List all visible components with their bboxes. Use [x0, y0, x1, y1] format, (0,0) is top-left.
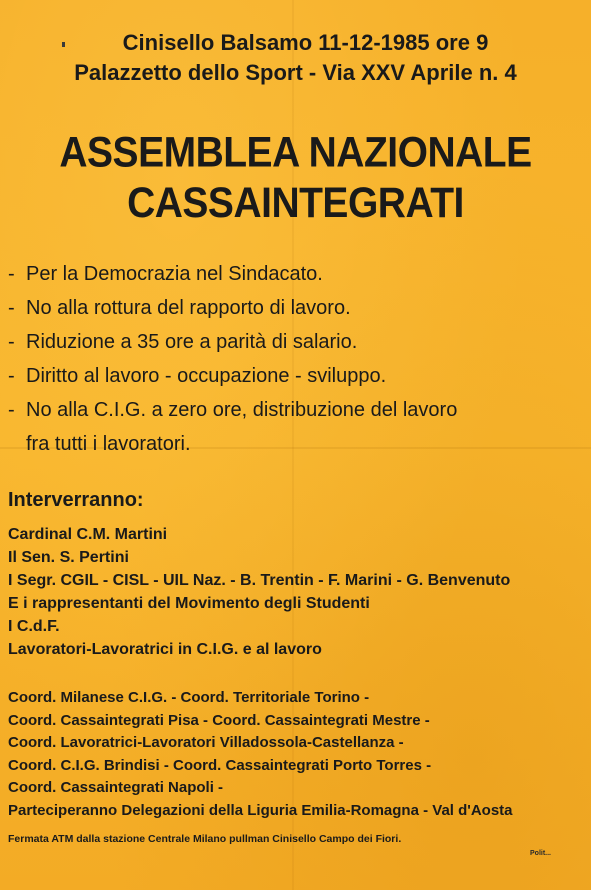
dash-bullet: - — [8, 365, 15, 387]
speaker-line: I Segr. CGIL - CISL - UIL Naz. - B. Trentin - F. Marini - G. Benvenuto — [8, 572, 511, 589]
speaker-line: Lavoratori-Lavoratrici in C.I.G. e al lavoro — [8, 641, 322, 658]
date-location-line: Cinisello Balsamo 11-12-1985 ore 9 — [122, 30, 489, 55]
title-line-2: CASSAINTEGRATI — [127, 179, 464, 227]
speaker-line: E i rappresentanti del Movimento degli Studenti — [8, 595, 370, 612]
speaker-line: I C.d.F. — [8, 618, 60, 635]
printer-mark: Polit... — [530, 850, 551, 857]
coordination-line: Coord. Cassaintegrati Pisa - Coord. Cassaintegrati Mestre - — [8, 711, 430, 729]
speaker-line: Cardinal C.M. Martini — [8, 526, 168, 543]
demand-continuation: fra tutti i lavoratori. — [26, 433, 191, 455]
dash-bullet: - — [8, 263, 15, 285]
speakers-heading: Interverranno: — [8, 489, 144, 511]
transport-note: Fermata ATM dalla stazione Centrale Milano pullman Cinisello Campo dei Fiori. — [8, 833, 402, 845]
demand-item: - No alla rottura del rapporto di lavoro. — [8, 291, 586, 325]
coordination-line: Coord. Lavoratrici-Lavoratori Villadossola-Castellanza - — [8, 734, 404, 751]
title-line-1: ASSEMBLEA NAZIONALE — [59, 129, 532, 177]
demand-item: - Diritto al lavoro - occupazione - sviluppo. — [8, 359, 586, 393]
dash-bullet: - — [8, 399, 15, 421]
demand-item: - Per la Democrazia nel Sindacato. — [8, 257, 586, 291]
coordination-line: Coord. C.I.G. Brindisi - Coord. Cassaintegrati Porto Torres - — [8, 756, 432, 774]
coordination-line: Parteciperanno Delegazioni della Liguria Emilia-Romagna - Val d'Aosta — [8, 801, 513, 819]
demands-list — [8, 257, 586, 461]
coordination-line: Coord. Cassaintegrati Napoli - — [8, 779, 224, 796]
coordinations-list — [8, 687, 586, 822]
dash-bullet: - — [8, 331, 15, 353]
speaker-line: Il Sen. S. Pertini — [8, 549, 129, 566]
poster-title — [0, 128, 591, 229]
demand-item: - No alla C.I.G. a zero ore, distribuzione del lavoro — [8, 393, 586, 427]
event-header — [0, 28, 591, 88]
coordination-line: Coord. Milanese C.I.G. - Coord. Territoriale Torino - — [8, 689, 370, 706]
venue-line: Palazzetto dello Sport - Via XXV Aprile n. 4 — [74, 60, 517, 85]
dash-bullet: - — [8, 297, 15, 319]
speakers-list — [8, 523, 586, 661]
demand-item: - Riduzione a 35 ore a parità di salario. — [8, 325, 586, 359]
